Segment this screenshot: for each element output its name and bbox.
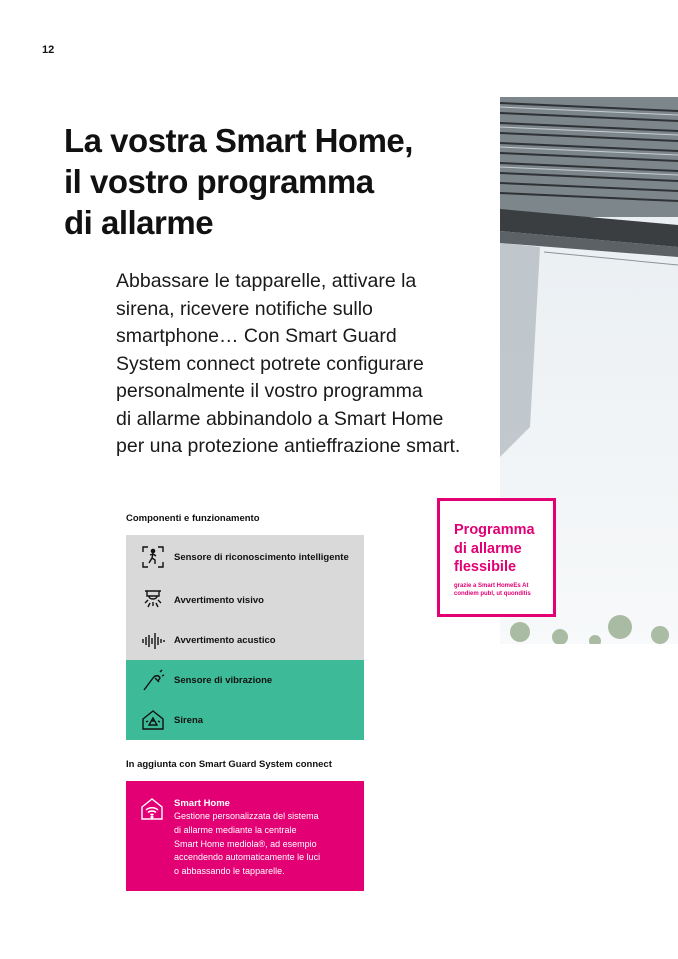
callout-title [454,521,543,577]
intro-paragraph [116,268,496,461]
smart-home-description [174,810,320,879]
description-line: accendendo automaticamente le luci [174,852,321,863]
callout-subtitle-line: condiem publ, ut quonditis [454,590,531,597]
callout-subtitle [454,582,543,598]
list-item [126,579,364,621]
list-item [126,660,364,700]
connect-label: In aggiunta con Smart Guard System connect [126,759,332,770]
smart-home-title: Smart Home [174,798,230,809]
component-label: Sensore di riconoscimento intelligente [174,551,349,563]
component-label: Avvertimento visivo [174,594,264,606]
list-item [126,621,364,660]
components-list [126,535,364,740]
callout-title-line: flessibile [454,559,517,575]
list-item [126,535,364,579]
page-title [64,120,494,243]
component-label: Sensore di vibrazione [174,674,273,686]
intro-line: System connect potrete configurare [116,352,424,375]
siren-icon [140,707,166,733]
description-line: Smart Home mediola®, ad esempio [174,838,317,849]
callout-title-line: Programma [454,522,535,538]
intro-line: smartphone… Con Smart Guard [116,325,397,347]
title-line: il vostro programma [64,163,374,200]
intro-line: Abbassare le tapparelle, attivare la [116,270,417,292]
description-line: o abbassando le tapparelle. [174,866,285,877]
intro-line: sirena, ricevere notifiche sullo [116,297,373,320]
callout-subtitle-line: grazie a Smart HomeEs At [454,582,529,589]
description-line: di allarme mediante la centrale [174,824,297,835]
callout-title-line: di allarme [454,540,522,557]
sound-wave-icon [140,628,166,654]
description-line: Gestione personalizzata del sistema [174,811,319,821]
light-warning-icon [140,587,166,613]
smart-home-box [126,781,364,891]
intro-line: di allarme abbinandolo a Smart Home [116,407,444,430]
component-label: Sirena [174,714,204,726]
smart-home-content [174,797,320,891]
component-label: Avvertimento acustico [174,635,276,646]
vibration-sensor-icon [140,667,166,693]
motion-sensor-icon [140,544,166,570]
list-item [126,700,364,740]
flexible-program-callout [437,498,556,617]
smart-home-wifi-icon [140,797,166,891]
page-number: 12 [42,44,55,56]
title-line: di allarme [64,204,214,241]
title-line: La vostra Smart Home, [64,122,413,159]
intro-line: personalmente il vostro programma [116,380,423,402]
components-label: Componenti e funzionamento [126,513,260,524]
intro-line: per una protezione antieffrazione smart. [116,435,461,457]
